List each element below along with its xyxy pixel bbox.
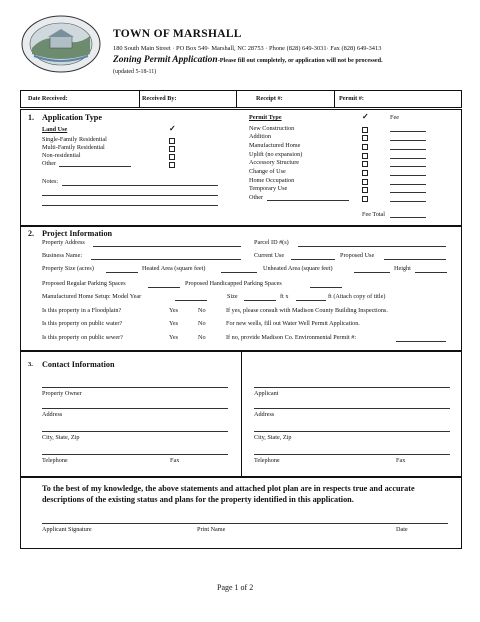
town-title: TOWN OF MARSHALL	[113, 28, 242, 40]
address-line: 180 South Main Street · PO Box 549· Marshall, NC 28753 · Phone (828) 649-3031· Fax (828) 649-3413	[113, 45, 382, 52]
permit-change-of-use-checkbox[interactable]	[362, 170, 368, 176]
applicant-phone-field[interactable]	[254, 454, 450, 455]
fee-temporary-use-field[interactable]	[390, 192, 426, 193]
unheated-area-field[interactable]	[354, 272, 390, 273]
print-name-label: Print Name	[197, 526, 226, 533]
parcel-id-label: Parcel ID #(s)	[254, 239, 289, 246]
land-use-other: Other	[42, 160, 57, 167]
land-use-non-residential-checkbox[interactable]	[169, 154, 175, 160]
permit-other-checkbox[interactable]	[362, 196, 368, 202]
permit-new-construction-checkbox[interactable]	[362, 127, 368, 133]
heated-area-field[interactable]	[221, 272, 257, 273]
applicant-city-field[interactable]	[254, 431, 450, 432]
owner-name-field[interactable]	[42, 387, 228, 388]
form-title: Zoning Permit Application	[113, 55, 218, 65]
date-received-label: Date Received:	[28, 95, 68, 102]
property-size-label: Property Size (acres)	[42, 265, 94, 272]
floodplain-question: Is this property in a Floodplain?	[42, 307, 122, 314]
notes-line-1[interactable]	[62, 185, 218, 186]
current-use-field[interactable]	[291, 259, 335, 260]
public-sewer-question: Is this property on public sewer?	[42, 334, 123, 341]
permit-type-uplift: Uplift (no expansion)	[249, 151, 303, 158]
permit-type-temporary-use: Temporary Use	[249, 185, 288, 192]
ft-attach-label: ft (Attach copy of title)	[328, 293, 386, 300]
section-project-information	[20, 226, 462, 351]
public-water-note: For new wells, fill out Water Well Permit Application.	[226, 320, 360, 327]
heated-area-label: Heated Area (square feet)	[142, 265, 206, 272]
land-use-single-family-checkbox[interactable]	[169, 138, 175, 144]
land-use-header: Land Use	[42, 126, 68, 133]
land-use-non-residential: Non-residential	[42, 152, 81, 159]
received-by-label: Received By:	[142, 95, 177, 102]
section1-title: Application Type	[42, 113, 102, 122]
applicant-address-field[interactable]	[254, 408, 450, 409]
notes-label: Notes:	[42, 178, 59, 185]
fee-home-occupation-field[interactable]	[390, 184, 426, 185]
public-sewer-yes[interactable]: Yes	[169, 334, 179, 341]
height-label: Height	[394, 265, 411, 272]
permit-addition-checkbox[interactable]	[362, 135, 368, 141]
section2-title: Project Information	[42, 229, 113, 238]
property-address-field[interactable]	[93, 246, 241, 247]
permit-type-check-mark: ✓	[362, 112, 369, 121]
property-owner-label: Property Owner	[42, 390, 82, 397]
public-water-question: Is this property on public water?	[42, 320, 123, 327]
land-use-single-family: Single-Family Residential	[42, 136, 107, 143]
applicant-address-label: Address	[254, 411, 275, 418]
permit-type-header: Permit Type	[249, 114, 282, 121]
land-use-check-mark: ✓	[169, 124, 176, 133]
applicant-signature-field[interactable]	[42, 523, 448, 524]
fee-uplift-field[interactable]	[390, 158, 426, 159]
permit-uplift-checkbox[interactable]	[362, 153, 368, 159]
section1-number: 1.	[28, 113, 34, 122]
public-water-no[interactable]: No	[198, 320, 206, 327]
property-size-field[interactable]	[106, 272, 138, 273]
floodplain-no[interactable]: No	[198, 307, 206, 314]
date-label: Date	[396, 526, 408, 533]
permit-type-other: Other	[249, 194, 264, 201]
permit-type-addition: Addition	[249, 133, 272, 140]
proposed-use-label: Proposed Use	[340, 252, 375, 259]
height-field[interactable]	[415, 272, 447, 273]
permit-home-occupation-checkbox[interactable]	[362, 179, 368, 185]
permit-type-home-occupation: Home Occupation	[249, 177, 295, 184]
ft-x-label: ft x	[280, 293, 289, 300]
current-use-label: Current Use	[254, 252, 285, 259]
fee-addition-field[interactable]	[390, 140, 426, 141]
applicant-signature-label: Applicant Signature	[42, 526, 92, 533]
fee-accessory-structure-field[interactable]	[390, 166, 426, 167]
environmental-permit-field[interactable]	[396, 341, 446, 342]
fee-total-field[interactable]	[390, 217, 426, 218]
permit-other-field[interactable]	[267, 200, 349, 201]
unheated-area-label: Unheated Area (square feet)	[263, 265, 333, 272]
proposed-use-field[interactable]	[384, 259, 446, 260]
owner-address-label: Address	[42, 411, 63, 418]
section3-number: 3.	[28, 361, 33, 368]
applicant-fax-label: Fax	[396, 457, 406, 464]
handicapped-parking-field[interactable]	[310, 287, 342, 288]
parcel-id-field[interactable]	[298, 246, 446, 247]
receipt-label: Receipt #:	[256, 95, 283, 102]
owner-fax-label: Fax	[170, 457, 180, 464]
permit-type-accessory-structure: Accessory Structure	[249, 159, 299, 166]
fee-total-label: Fee Total	[362, 211, 385, 218]
fee-header: Fee	[390, 114, 399, 121]
office-use-row	[20, 90, 462, 108]
permit-accessory-structure-checkbox[interactable]	[362, 161, 368, 167]
permit-type-new-construction: New Construction	[249, 125, 295, 132]
public-sewer-note: If no, provide Madison Co. Environmental Permit #:	[226, 334, 357, 341]
certification-statement: To the best of my knowledge, the above statements and attached plot plan are in respects true and accurate descriptions of the existing status and plans for the property identified in this application.	[42, 484, 415, 504]
floodplain-note: If yes, please consult with Madison County Building Inspections.	[226, 307, 388, 314]
handicapped-parking-label: Proposed Handicapped Parking Spaces	[185, 280, 282, 287]
business-name-field[interactable]	[91, 259, 241, 260]
floodplain-yes[interactable]: Yes	[169, 307, 179, 314]
regular-parking-label: Proposed Regular Parking Spaces	[42, 280, 126, 287]
owner-telephone-label: Telephone	[42, 457, 68, 464]
owner-phone-field[interactable]	[42, 454, 228, 455]
updated-date: (updated 5-18-11)	[113, 69, 157, 75]
fee-manufactured-home-field[interactable]	[390, 149, 426, 150]
form-title-line	[113, 56, 383, 66]
owner-city-field[interactable]	[42, 431, 228, 432]
model-year-field[interactable]	[175, 300, 207, 301]
section2-number: 2.	[28, 229, 34, 238]
business-name-label: Business Name:	[42, 252, 83, 259]
notes-line-2[interactable]	[42, 195, 218, 196]
property-address-label: Property Address	[42, 239, 85, 246]
permit-type-change-of-use: Change of Use	[249, 168, 286, 175]
regular-parking-field[interactable]	[148, 287, 180, 288]
permit-temporary-use-checkbox[interactable]	[362, 187, 368, 193]
owner-address-field[interactable]	[42, 408, 228, 409]
section3-title: Contact Information	[42, 360, 115, 369]
size-length-field[interactable]	[296, 300, 326, 301]
notes-line-3[interactable]	[42, 205, 218, 206]
fee-change-of-use-field[interactable]	[390, 175, 426, 176]
applicant-telephone-label: Telephone	[254, 457, 280, 464]
town-seal	[20, 14, 102, 74]
public-water-yes[interactable]: Yes	[169, 320, 179, 327]
land-use-multi-family: Multi-Family Residential	[42, 144, 105, 151]
public-sewer-no[interactable]: No	[198, 334, 206, 341]
land-use-other-field[interactable]	[59, 166, 131, 167]
mh-setup-label: Manufactured Home Setup: Model Year	[42, 293, 142, 300]
permit-number-label: Permit #:	[339, 95, 364, 102]
applicant-city-label: City, State, Zip	[254, 434, 292, 441]
section-application-type	[20, 109, 462, 226]
form-note: -Please fill out completely, or application will not be processed.	[217, 57, 383, 64]
land-use-other-checkbox[interactable]	[169, 162, 175, 168]
page-number: Page 1 of 2	[217, 583, 254, 592]
permit-manufactured-home-checkbox[interactable]	[362, 144, 368, 150]
land-use-multi-family-checkbox[interactable]	[169, 146, 175, 152]
permit-type-manufactured-home: Manufactured Home	[249, 142, 301, 149]
applicant-name-field[interactable]	[254, 387, 450, 388]
fee-other-field[interactable]	[390, 201, 426, 202]
applicant-label: Applicant	[254, 390, 279, 397]
size-width-field[interactable]	[244, 300, 276, 301]
fee-new-construction-field[interactable]	[390, 131, 426, 132]
owner-city-label: City, State, Zip	[42, 434, 80, 441]
size-label: Size	[227, 293, 238, 300]
